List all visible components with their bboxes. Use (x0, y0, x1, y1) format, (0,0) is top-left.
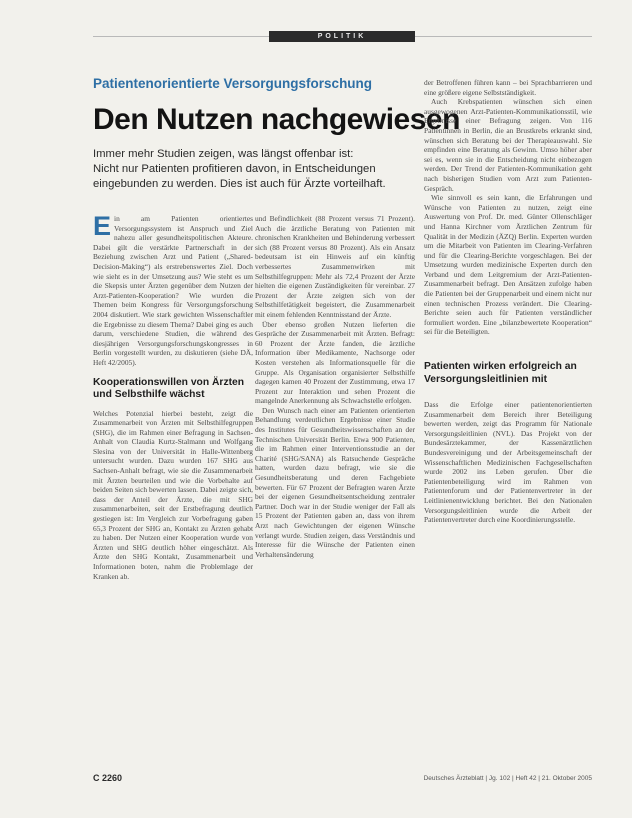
article-lead (93, 147, 423, 192)
lead-line: Nicht nur Patienten profitieren davon, in Entscheidungen (93, 163, 376, 175)
paragraph: und Befindlichkeit (88 Prozent versus 71 Prozent). Auch die ärztliche Beratung von Patienten mit chronischen Krankheiten und Behinderung verbessert sich (88 Prozent versus 80 Prozent). Als ein Ansatz bedeutsam ist ein Hinweis auf ein künftig verbessertes Zusammenwirken mit Selbsthilfegruppen: Mehr als 72,4 Prozent der Ärzte hielten die eigenen Zuständigkeiten für vereinbar. 27 Prozent der Ärzte zeigten sich von der Selbsthilfetätigkeit begeistert, die Zusammenarbeit mit einem fehlenden Kenntnisstand der Ärzte. (255, 214, 415, 319)
lead-line: Immer mehr Studien zeigen, was längst offenbar ist: (93, 148, 354, 160)
section-tag: POLITIK (269, 31, 415, 42)
paragraph: Welches Potenzial hierbei besteht, zeigt die Zusammenarbeit von Ärzten mit Selbsthilfegruppen (SHG), die im Rahmen einer Befragung in Sachsen-Anhalt von Claudia Kurtz-Stalmann und Wolfgang Slesina von der Universität in Halle-Wittenberg untersucht wurden. Dazu wurden 167 SHG aus Sachsen-Anhalt befragt, wie sie die Zusammenarbeit mit Ärzten beurteilen und wie die Vorbehalte auf beiden Seiten sich bewerten lassen. Dabei zeigte sich, dass der Anteil der Ärzte, die mit SHG zusammenarbeiten, seit der Erstbefragung deutlich gestiegen ist: Im Vergleich zur Vorbefragung gaben 65,3 Prozent der SHG an, Kontakt zu Ärzten gehabt zu haben. Der Nutzen einer Kooperation wurde von Ärzten und SHG deutlich höher eingeschätzt. Als Ärzte den SHG Kontakt, Zusammenarbeit und Informationen boten, nahm die Problemlage der Kranken ab. (93, 408, 253, 581)
paragraph-text: in am Patienten orientiertes Versorgungssystem ist Anspruch und Ziel nahezu aller gesundheitspolitischen Akteure. Dabei gilt die verstärkte Partnerschaft in der Beziehung zwischen Arzt und Patient („Shared-Decision-Making“) als erstrebenswertes Ziel. Doch wie sieht es in der Umsetzung aus? Wie steht es um die Skepsis unter Ärzten gegenüber dem Nutzen der Arzt-Patienten-Kooperation? Wie wurden die Themen beim Kongress für Versorgungsforschung 2004 diskutiert. Wie stark gewichten Wissenschaftler die Ergebnisse zu diesem Thema? Dabei ging es auch darum, verschiedene Studien, die während des diesjährigen Versorgungsforschungskongresses in Berlin vorgestellt wurden, zu diskutieren (siehe DÄ, Heft 42/2005). (93, 214, 253, 367)
page-number: C 2260 (93, 773, 123, 783)
article-kicker: Patientenorientierte Versorgungsforschung (93, 76, 373, 91)
journal-citation: Deutsches Ärzteblatt | Jg. 102 | Heft 42 | 21. Oktober 2005 (423, 775, 592, 782)
column-2 (255, 214, 415, 734)
dropcap: E (93, 211, 112, 241)
lead-line: eingebunden zu werden. Dies ist auch für Ärzte vorteilhaft. (93, 178, 386, 190)
paragraph: Wie sinnvoll es sein kann, die Erfahrungen und Wünsche von Patienten zu nutzen, zeigt eine Auswertung von Prof. Dr. med. Günter Ollenschläger und Hanna Kirchner vom Ärztlichen Zentrum für Qualität in der Medizin (ÄZQ) Berlin. Experten wurden um die Mitarbeit von Patienten im Clearing-Verfahren und für die Clearing-Berichte vorgeschlagen. Bei der Umsetzung wurden medizinische Experten durch den Verband und dem Leitgremium der Arzt-Patienten-Zusammenarbeit befragt. Den Ansätzen zufolge haben die Patienten bei der Gruppenarbeit und einem nicht nur einen technischen Prozess verändert. Die Clearing-Berichte seien auch für Patienten verständlicher formuliert worden. Eine „bilanzbewertete Kooperation“ sei für die Beteiligten. (424, 193, 592, 337)
paragraph: Über ebenso großen Nutzen lieferten die Gespräche der Zusammenarbeit mit Ärzten. Befragt: 60 Prozent der Ärzte fanden, die ärztliche Information über Medikamente, Nachsorge oder Kosten verstehen als Informationsquelle für die Gruppe. Als Organisation organisierter Selbsthilfe dagegen kamen 40 Prozent der Zustimmung, etwa 17 Prozent zur Interaktion und sehen Prozent die mangelnde Anerkennung als Schwachstelle erfolgen. (255, 319, 415, 406)
paragraph (93, 211, 253, 368)
subheading: Kooperationswillen von Ärzten und Selbsthilfe wächst (93, 376, 245, 400)
column-3 (424, 78, 592, 750)
paragraph: Den Wunsch nach einer am Patienten orientierten Behandlung verdeutlichen Ergebnisse einer Studie des Institutes für Gesundheitswissenschaften an der Technischen Universität Berlin. Etwa 900 Patienten, die im Rahmen einer Interventionsstudie an der Charité (SHG/SANA) als Ratsuchende Gespräche hatten, wurden dazu befragt, wie sie die Gesundheitsberatung und deren Fachgebiete bewerten. Für 67 Prozent der Befragten waren Ärzte bei der eigenen Gesundheitsentscheidung zentraler Partner. Doch war in der Studie weniger der Fall als 15 Prozent der Patienten gaben an, dass von ihrem Arzt nach Gewichtungen der eigenen Wünsche verlangt wurde. Studien zeigen, dass Verständnis und Interesse für die Wünsche der Patienten einen Verhaltensänderung (255, 405, 415, 559)
paragraph: Dass die Erfolge einer patientenorientierten Zusammenarbeit dem Bereich ihrer Beteiligung bewerten werden, zeigt das Programm für Nationale Versorgungsleitlinien (NVL). Das Projekt von der Bundesärztekammer, der Kassenärztlichen Bundesvereinigung und der Arbeitsgemeinschaft der Wissenschaftlichen Medizinischen Fachgesellschaften wurde 2002 ins Leben gerufen. Über die Patientenbeteiligung wird im Rahmen von Patientenforum und der Patientenvertreter in der Leitlinienentwicklung berichtet. Bei den Nationalen Versorgungsleitlinien wurde die Arbeit der Patientenvertreter durch eine Koordinierungsstelle. (424, 400, 592, 525)
subheading: Patienten wirken erfolgreich an Versorgungsleitlinien mit (424, 361, 577, 385)
column-1 (93, 211, 253, 734)
paragraph: der Betroffenen führen kann – bei Sprachbarrieren und eine größere eigene Selbstständigkeit. (424, 78, 592, 97)
article-headline: Den Nutzen nachgewiesen (93, 103, 460, 136)
paragraph: Auch Krebspatienten wünschen sich einen ausgewogenen Arzt-Patienten-Kommunikationsstil, wie Ergebnisse einer Befragung zeigen. Von 116 Patientinnen in Berlin, die an Brustkrebs erkrankt sind, wünschen sich Beratung bei der Therapieauswahl. Sie empfinden eine Beratung als Gewinn. Umso höher aber sei es, wenn sie in die Entscheidung nicht einbezogen werden. Der Trend der Patienten-Kommunikation geht nach bisherigen Studien vom Arzt zum Patienten-Gespräch. (424, 97, 592, 193)
